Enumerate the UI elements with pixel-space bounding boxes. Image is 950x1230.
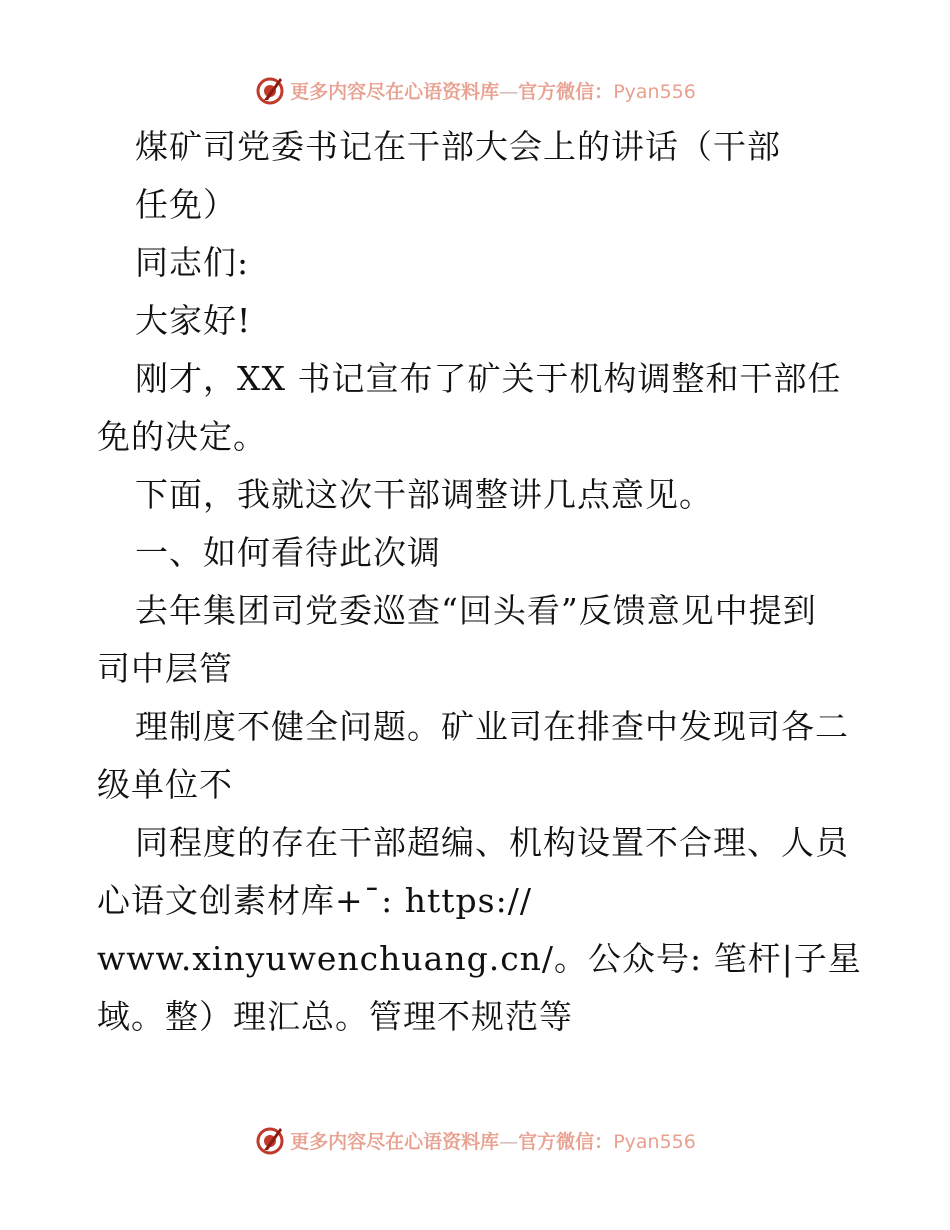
banner-text [290, 77, 696, 104]
quill-logo-icon [254, 74, 286, 106]
section-heading: 一、如何看待此次调 [135, 533, 441, 572]
paragraph-line: 域。整）理汇总。管理不规范等 [97, 997, 573, 1036]
doc-title-line-2: 任免） [135, 185, 237, 224]
banner-handle: Pyan556 [613, 1130, 696, 1153]
banner-dash: — [499, 1130, 519, 1153]
paragraph-line: 心语文创素材库+¯: https:// [97, 881, 532, 920]
banner-text [290, 1127, 696, 1154]
banner-wechat-label: 官方微信： [518, 1130, 614, 1153]
document-body [97, 118, 862, 1046]
paragraph-line: www.xinyuwenchuang.cn/。公众号: 笔杆|子星 [97, 939, 862, 978]
quill-logo-icon [254, 1124, 286, 1156]
paragraph-line: 同程度的存在干部超编、机构设置不合理、人员 [135, 823, 849, 862]
banner-main: 更多内容尽在心语资料库 [290, 1130, 500, 1153]
footer-watermark [0, 1120, 950, 1160]
paragraph-line: 免的决定。 [97, 417, 267, 456]
banner-dash: — [499, 80, 519, 103]
salutation: 同志们: [135, 243, 250, 282]
header-watermark [0, 70, 950, 110]
greeting: 大家好! [135, 301, 252, 340]
paragraph-line: 理制度不健全问题。矿业司在排查中发现司各二 [135, 707, 849, 746]
paragraph-line: 级单位不 [97, 765, 233, 804]
doc-title-line-1: 煤矿司党委书记在干部大会上的讲话（干部 [135, 127, 781, 166]
banner-handle: Pyan556 [613, 80, 696, 103]
banner-wechat-label: 官方微信： [518, 80, 614, 103]
paragraph-line: 下面，我就这次干部调整讲几点意见。 [135, 475, 713, 514]
paragraph-line: 去年集团司党委巡查“回头看”反馈意见中提到 [135, 591, 817, 630]
banner-main: 更多内容尽在心语资料库 [290, 80, 500, 103]
paragraph-line: 刚才，XX 书记宣布了矿关于机构调整和干部任 [135, 359, 842, 398]
paragraph-line: 司中层管 [97, 649, 233, 688]
